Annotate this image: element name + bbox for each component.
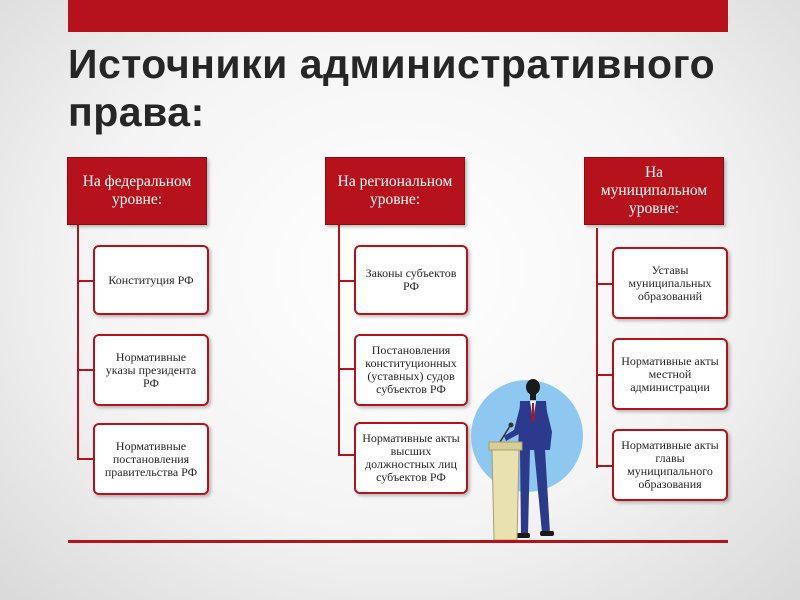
connector-municipal-2 xyxy=(596,374,612,376)
connector-regional-vertical xyxy=(338,225,340,455)
item-federal-1: Конституция РФ xyxy=(93,245,209,315)
connector-regional-1 xyxy=(338,280,354,282)
connector-federal-1 xyxy=(77,280,93,282)
speaker-at-podium-illustration xyxy=(470,370,590,545)
connector-federal-vertical xyxy=(77,225,79,459)
item-municipal-1: Уставы муниципальных образований xyxy=(612,247,728,319)
item-municipal-2: Нормативные акты местной администрации xyxy=(612,338,728,410)
header-regional: На региональном уровне: xyxy=(325,157,465,225)
connector-federal-2 xyxy=(77,369,93,371)
item-regional-1: Законы субъектов РФ xyxy=(354,245,468,315)
connector-regional-3 xyxy=(338,454,354,456)
bottom-divider-line xyxy=(68,540,728,543)
connector-municipal-1 xyxy=(596,283,612,285)
item-municipal-3: Нормативные акты главы муниципального образования xyxy=(612,429,728,501)
item-regional-3: Нормативные акты высших должностных лиц субъектов РФ xyxy=(354,422,468,494)
item-federal-2: Нормативные указы президента РФ xyxy=(93,334,209,406)
item-regional-2: Постановления конституционных (уставных) судов субъектов РФ xyxy=(354,334,468,406)
item-federal-3: Нормативные постановления правительства РФ xyxy=(93,423,209,495)
connector-regional-2 xyxy=(338,368,354,370)
connector-federal-3 xyxy=(77,458,93,460)
top-accent-bar xyxy=(68,0,728,32)
connector-municipal-vertical xyxy=(596,228,598,468)
slide-title: Источники административного права: xyxy=(68,41,716,135)
header-federal: На федеральном уровне: xyxy=(67,157,207,225)
connector-municipal-3 xyxy=(596,465,612,467)
header-municipal: На муниципальном уровне: xyxy=(584,157,724,225)
